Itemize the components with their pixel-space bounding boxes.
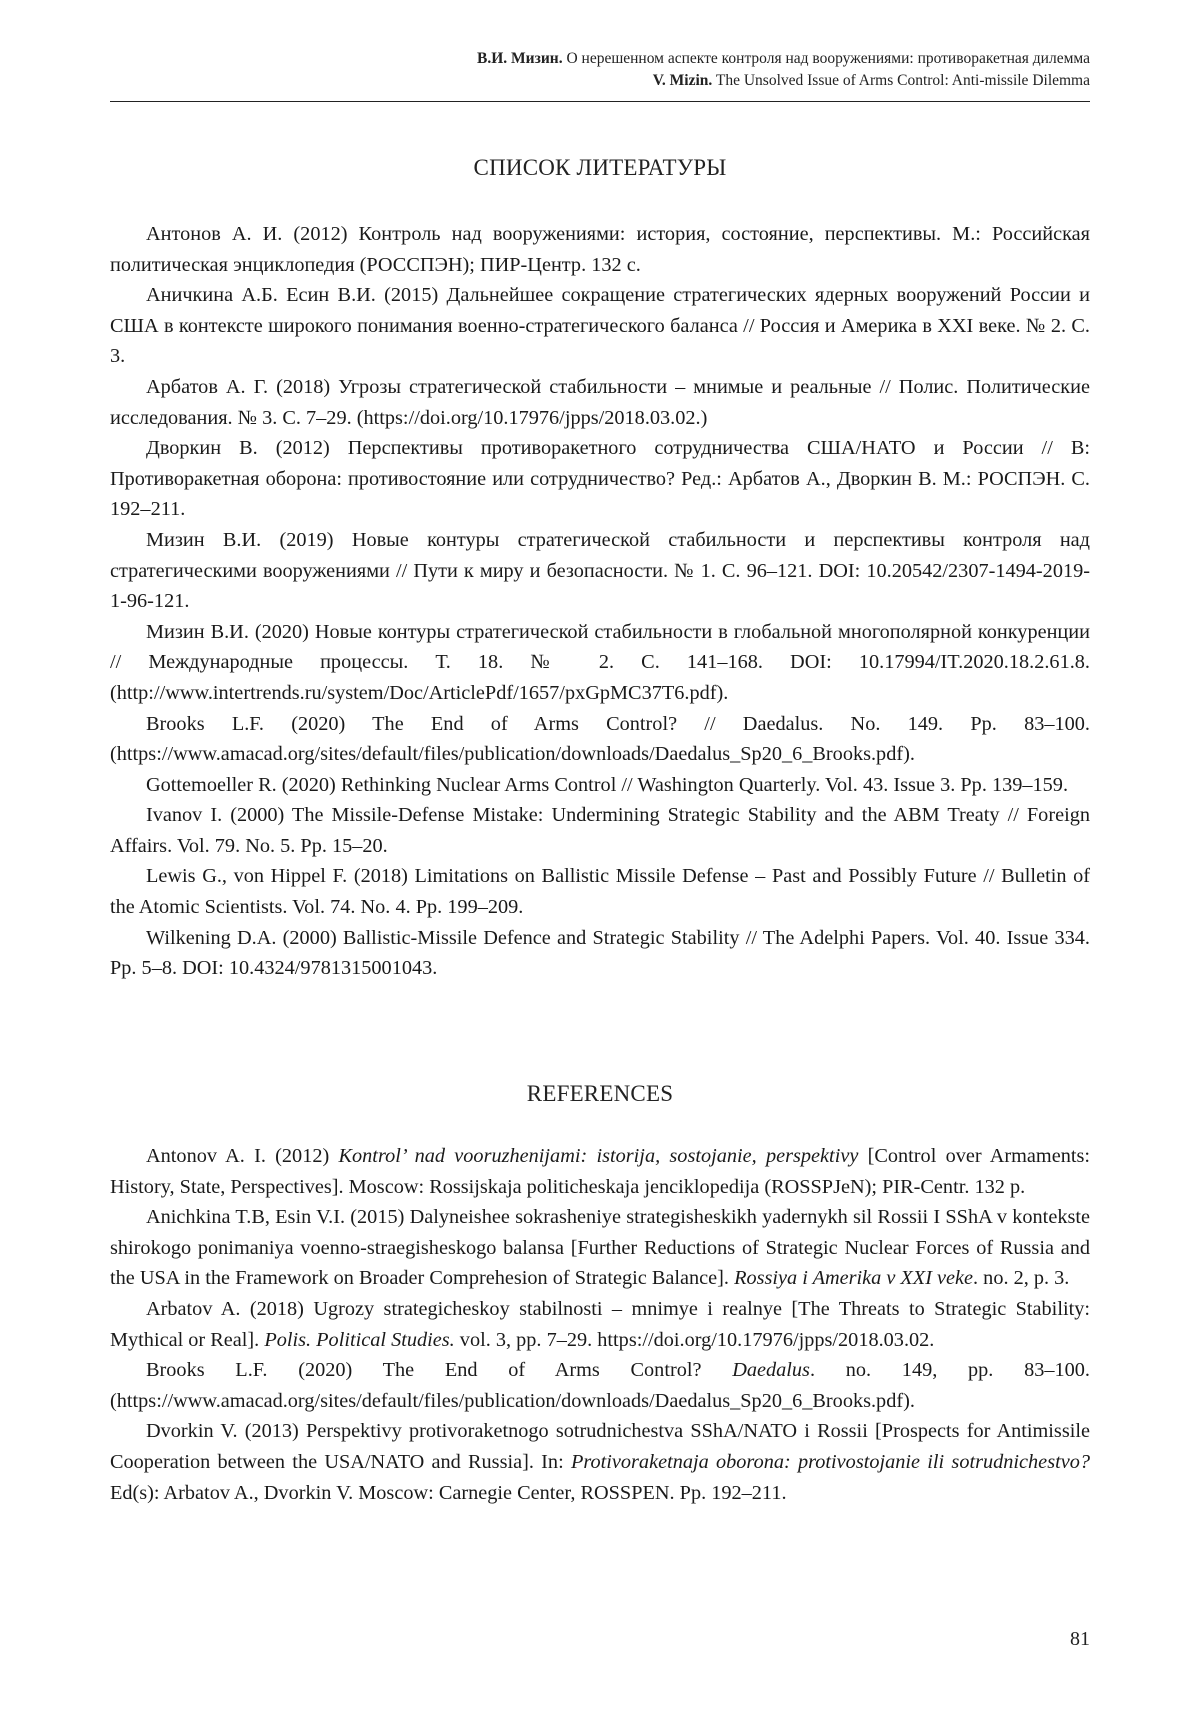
- reference-item: Gottemoeller R. (2020) Rethinking Nuclear Arms Control // Washington Quarterly. Vol. 43. Issue 3. Pp. 139–159.: [146, 773, 1069, 796]
- reference-text: Brooks L.F. (2020) The End of Arms Control?: [146, 1359, 733, 1382]
- reference-item: Дворкин В. (2012) Перспективы противоракетного сотрудничества США/НАТО и России // В: Противоракетная оборона: противостояние или сотрудничество? Ред.: Арбатов А., Дворкин В. М.: РОСПЭН. С. 192–211.: [110, 437, 1090, 521]
- reference-italic-title: Polis. Political Studies.: [264, 1328, 455, 1351]
- header-author-en: V. Mizin.: [652, 72, 713, 89]
- reference-text: Anichkina T.B, Esin V.I. (2015) Dalyneishee sokrasheniye strategisheskikh yadernykh sil Rossii I SShA v kontekste shirokogo ponimaniya voenno-straegisheskogo balansa [Further Reductions of Strategic Nuclear Forces of Russia and the USA in the Framework on Broader Comprehesion of Strategic Balance].: [110, 1206, 1090, 1290]
- reference-italic-title: Kontrol’ nad vooruzhenijami: istorija, sostojanie, perspektivy: [338, 1145, 859, 1167]
- header-rule: [110, 101, 1090, 102]
- reference-text: [Control over Armaments: History, State, Perspectives]. Moscow: Rossijskaja politicheskaja jenciklopedija (ROSSPJeN); PIR-Centr. 132 p.: [110, 1145, 1091, 1198]
- reference-italic-title: Rossiya i Amerika v XXI veke: [734, 1267, 974, 1290]
- reference-text: vol. 3, pp. 7–29. https://doi.org/10.17976/jpps/2018.03.02.: [454, 1328, 935, 1351]
- reference-text: . no. 2, p. 3.: [973, 1267, 1070, 1290]
- reference-item: [110, 1202, 1090, 1294]
- reference-list-en: [110, 1141, 1090, 1508]
- reference-text: . no. 149, pp. 83–100. (https://www.amacad.org/sites/default/files/publication/downloads/Daedalus_Sp20_6_Brooks.pdf).: [110, 1359, 1090, 1412]
- section-title-ru: СПИСОК ЛИТЕРАТУРЫ: [473, 155, 727, 180]
- header-title-ru: О нерешенном аспекте контроля над вооружениями: противоракетная дилемма: [566, 50, 1090, 67]
- running-header-en: [477, 70, 1090, 92]
- reference-italic-title: Daedalus: [732, 1359, 810, 1382]
- reference-item: Wilkening D.A. (2000) Ballistic-Missile Defence and Strategic Stability // The Adelphi Papers. Vol. 40. Issue 334. Pp. 5–8. DOI: 10.4324/9781315001043.: [110, 926, 1090, 980]
- section-title-en: REFERENCES: [526, 1081, 674, 1106]
- reference-list-ru: [110, 219, 1090, 984]
- reference-item: Brooks L.F. (2020) The End of Arms Control? // Daedalus. No. 149. Pp. 83–100. (https://www.amacad.org/sites/default/files/publication/downloads/Daedalus_Sp20_6_Brooks.pdf).: [110, 712, 1090, 766]
- reference-item: [110, 1355, 1090, 1416]
- reference-text: Arbatov A. (2018) Ugrozy strategicheskoy stabilnosti – mnimye i realnye [The Threats to Strategic Stability: Mythical or Real].: [110, 1297, 1090, 1351]
- reference-item: Ivanov I. (2000) The Missile-Defense Mistake: Undermining Strategic Stability and the ABM Treaty // Foreign Affairs. Vol. 79. No. 5. Pp. 15–20.: [110, 804, 1090, 857]
- reference-text: Antonov A. I. (2012): [146, 1145, 339, 1167]
- reference-item: Мизин В.И. (2019) Новые контуры стратегической стабильности и перспективы контроля над стратегическими вооружениями // Пути к миру и безопасности. № 1. С. 96–121. DOI: 10.20542/2307-1494-2019-1-96-121.: [110, 528, 1090, 613]
- header-author-ru: В.И. Мизин.: [477, 50, 563, 67]
- reference-item: [110, 1141, 1090, 1202]
- reference-item: [110, 1416, 1090, 1508]
- reference-item: Мизин В.И. (2020) Новые контуры стратегической стабильности в глобальной многополярной конкуренции // Международные процессы. Т. 18. № 2. С. 141–168. DOI: 10.17994/IT.2020.18.2.61.8. (http://www.intertrends.ru/system/Doc/ArticlePdf/1657/pxGpMC37T6.pdf).: [110, 620, 1090, 704]
- reference-text: Dvorkin V. (2013) Perspektivy protivoraketnogo sotrudnichestva SShA/NATO i Rossii [Prospects for Antimissile Cooperation between the USA/NATO and Russia]. In:: [110, 1420, 1090, 1473]
- reference-item: Антонов А. И. (2012) Контроль над вооружениями: история, состояние, перспективы. М.: Российская политическая энциклопедия (РОССПЭН); ПИР-Центр. 132 с.: [110, 223, 1090, 276]
- reference-item: Аничкина А.Б. Есин В.И. (2015) Дальнейшее сокращение стратегических ядерных вооружений России и США в контексте широкого понимания военно-стратегического баланса // Россия и Америка в XXI веке. № 2. С. 3.: [110, 284, 1090, 368]
- page-number: 81: [1070, 1628, 1090, 1650]
- header-title-en: The Unsolved Issue of Arms Control: Anti-missile Dilemma: [715, 72, 1090, 89]
- running-header: [477, 48, 1090, 92]
- reference-text: Ed(s): Arbatov A., Dvorkin V. Moscow: Carnegie Center, ROSSPEN. Pp. 192–211.: [110, 1481, 787, 1504]
- running-header-ru: [477, 48, 1090, 70]
- reference-item: Арбатов А. Г. (2018) Угрозы стратегической стабильности – мнимые и реальные // Полис. Политические исследования. № 3. С. 7–29. (https://doi.org/10.17976/jpps/2018.03.02.): [110, 375, 1090, 429]
- reference-item: Lewis G., von Hippel F. (2018) Limitations on Ballistic Missile Defense – Past and Possibly Future // Bulletin of the Atomic Scientists. Vol. 74. No. 4. Pp. 199–209.: [110, 865, 1090, 919]
- reference-italic-title: Protivoraketnaja oborona: protivostojanie ili sotrudnichestvo?: [570, 1450, 1090, 1473]
- reference-item: [110, 1294, 1090, 1355]
